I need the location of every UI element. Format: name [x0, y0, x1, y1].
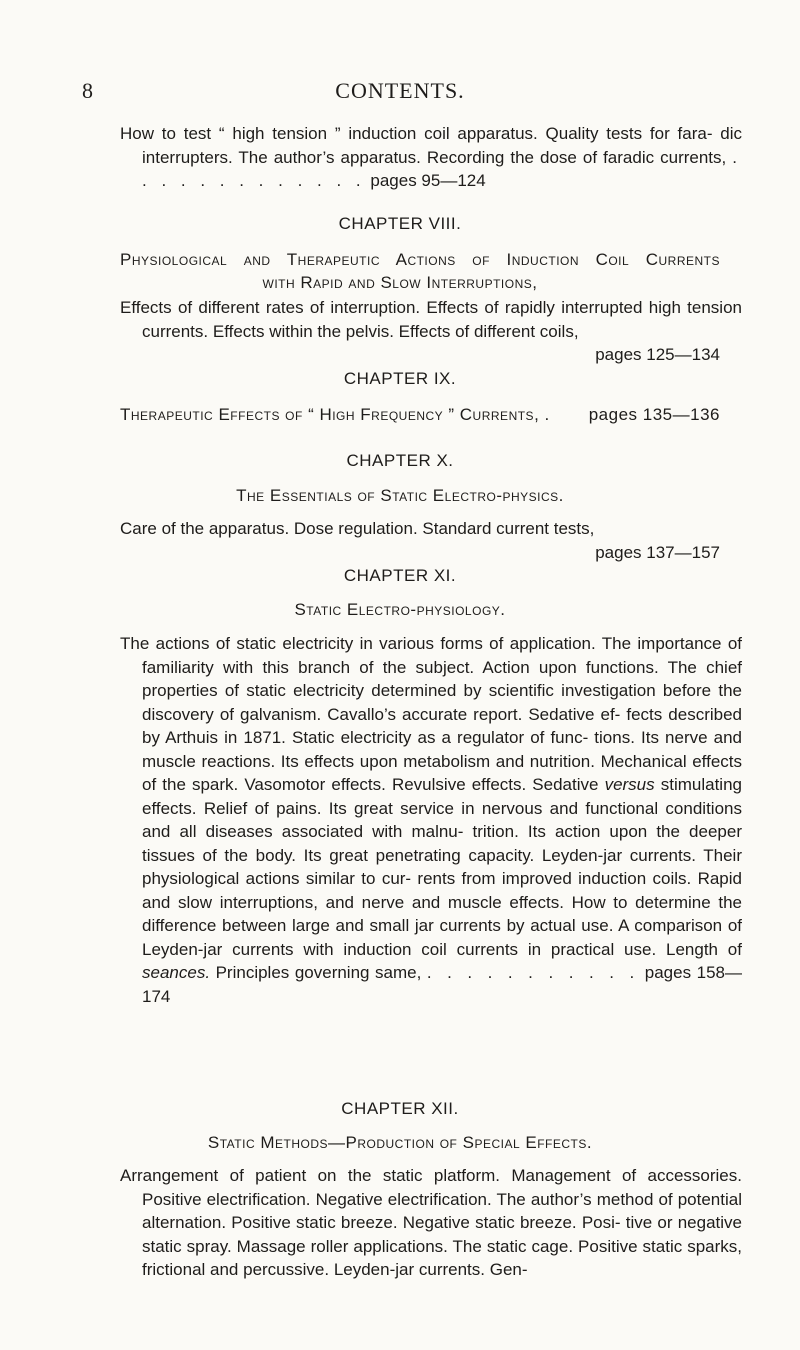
page-range: pages 137—157 — [595, 542, 720, 562]
chapter-9 — [0, 369, 800, 389]
page-number: 8 — [82, 78, 93, 103]
chapter-heading: CHAPTER IX. — [343, 369, 457, 388]
chapter-7-continuation — [0, 122, 800, 193]
entry-text — [120, 122, 742, 193]
entry-description: Arrangement of patient on the static platform. Management of accessories. Positive electrification. Negative electrification. The author’s method of potential alternation. Positive static breeze. Negative static breeze. Posi- tive or negative static spray. Massage roller applications. The static cage. Positive static sparks, frictional and percussive. Leyden-jar currents. Gen- — [120, 1166, 742, 1279]
chapter-title: Therapeutic Effects of “ High Frequency ” Currents, . — [120, 405, 550, 424]
chapter-9-title — [0, 403, 800, 426]
page-range: pages 95—124 — [370, 171, 486, 190]
chapter-10-summary — [0, 517, 800, 564]
chapter-8-title — [0, 248, 800, 294]
chapter-title: Static Electro-physiology. — [294, 600, 506, 619]
entry-description-part-1: The actions of static electricity in various forms of application. The importance of familiarity with this branch of the subject. Action upon functions. The chief properties of static electricity determined by scientific investigation before the discovery of galvanism. Cavallo’s accurate report. Sedative ef- fects described by Arthuis in 1871. Static electricity as a regulator of func- tions. Its nerve and muscle reactions. Its effects upon metabolism and nutrition. Mechanical effects of the spark. Vasomotor effects. Revulsive effects. Sedative — [120, 634, 742, 794]
chapter-title: The Essentials of Static Electro-physics. — [236, 486, 564, 505]
entry-text — [120, 632, 742, 1008]
chapter-title: Static Methods—Production of Special Effects. — [207, 1133, 593, 1152]
entry-description-part-3: Principles governing same, — [215, 963, 422, 982]
chapter-title-row — [120, 403, 720, 426]
chapter-heading: CHAPTER X. — [346, 451, 454, 470]
entry-description: Care of the apparatus. Dose regulation. Standard current tests, — [120, 519, 595, 538]
page-range: pages 158—174 — [142, 963, 742, 1006]
entry-description: Effects of different rates of interruption. Effects of rapidly interrupted high tension currents. Effects within the pelvis. Effects of different coils, — [120, 298, 742, 341]
chapter-12-summary — [0, 1164, 800, 1282]
dot-leader: . . . . . . . . . . . — [426, 963, 640, 982]
chapter-8-summary — [0, 296, 800, 367]
chapter-11-title — [0, 598, 800, 621]
chapter-heading: CHAPTER XII. — [341, 1099, 459, 1118]
page-range: pages 135—136 — [588, 405, 720, 424]
chapter-10-title — [0, 484, 800, 507]
chapter-12-title — [0, 1131, 800, 1154]
running-head: CONTENTS. — [335, 78, 465, 103]
chapter-heading: CHAPTER XI. — [343, 566, 457, 585]
chapter-heading: CHAPTER VIII. — [338, 214, 462, 233]
chapter-12 — [0, 1099, 800, 1119]
italic-word-versus: versus — [604, 775, 655, 794]
chapter-11 — [0, 566, 800, 586]
chapter-10 — [0, 451, 800, 471]
italic-word-seances: seances. — [142, 963, 211, 982]
chapter-title-line-1: Physiological and Therapeutic Actions of Induction Coil Currents — [120, 250, 720, 269]
entry-description: How to test “ high tension ” induction coil apparatus. Quality tests for fara- dic interrupters. The author’s apparatus. Recording the dose of faradic currents, — [120, 124, 742, 167]
chapter-8 — [0, 214, 800, 234]
chapter-title-line-2: with Rapid and Slow Interruptions, — [262, 273, 538, 292]
entry-description-part-2: stimulating effects. Relief of pains. Its great service in nervous and functional conditions and all diseases associated with malnu- trition. Its action upon the deeper tissues of the body. Its great penetrating capacity. Leyden-jar currents. Their physiological actions similar to cur- rents from improved induction coils. Rapid and slow interruptions, and nerve and muscle effects. How to determine the difference between large and small jar currents by actual use. A comparison of Leyden-jar currents with induction coil currents in practical use. Length of — [142, 775, 742, 959]
page-range: pages 125—134 — [595, 345, 720, 364]
chapter-11-summary — [0, 632, 800, 1008]
page-header — [0, 78, 800, 108]
dot-leader: . . . . . . . . . . . . . — [142, 147, 742, 190]
